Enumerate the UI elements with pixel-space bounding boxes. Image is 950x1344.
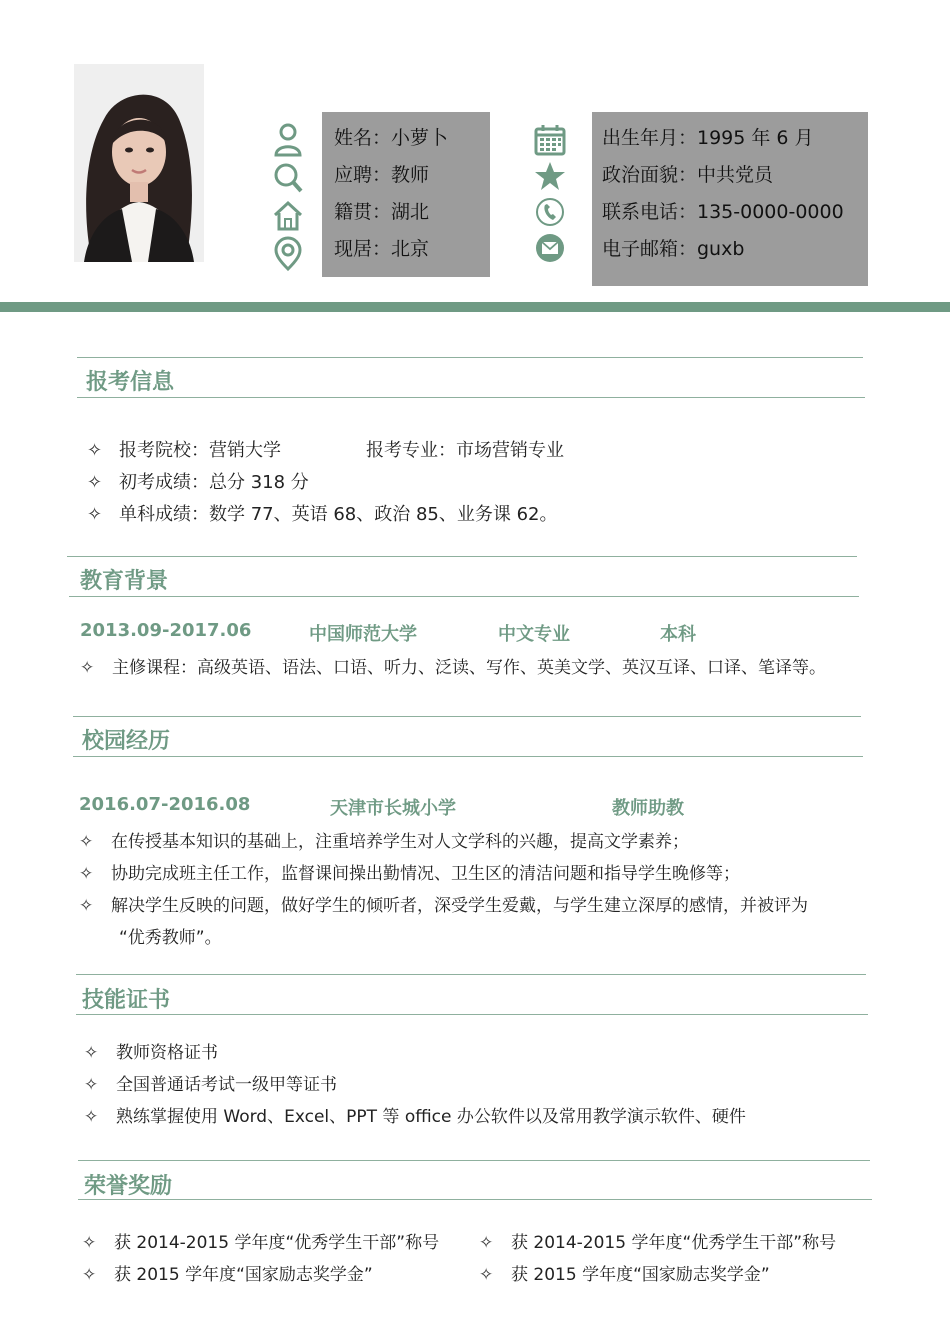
bullet-icon: ✧ xyxy=(79,896,94,916)
section-bottom-line xyxy=(76,1014,868,1015)
location-icon xyxy=(271,236,305,272)
basic-info-right-box xyxy=(592,112,868,286)
list-item: ✧ 获 2015 学年度“国家励志奖学金” xyxy=(479,1265,770,1285)
education-degree: 本科 xyxy=(660,624,696,645)
portrait-image xyxy=(74,64,204,262)
phone-icon xyxy=(533,195,567,230)
list-item: ✧ 协助完成班主任工作，监督课间操出勤情况、卫生区的清洁问题和指导学生晚修等； xyxy=(79,864,740,884)
section-top-line xyxy=(77,357,863,358)
list-item: ✧ 初考成绩：总分 318 分 xyxy=(87,472,309,493)
exam-row-target xyxy=(87,436,281,462)
bullet-icon: ✧ xyxy=(87,440,103,461)
campus-period: 2016.07-2016.08 xyxy=(79,794,251,815)
right-icon-column xyxy=(533,123,567,266)
campus-role: 教师助教 xyxy=(612,798,684,819)
person-icon xyxy=(271,122,305,158)
list-item: ✧ 获 2014-2015 学年度“优秀学生干部”称号 xyxy=(479,1233,837,1253)
bullet-icon: ✧ xyxy=(80,658,95,678)
education-major: 中文专业 xyxy=(498,624,570,645)
list-item: ✧ 获 2014-2015 学年度“优秀学生干部”称号 xyxy=(82,1233,440,1253)
left-icon-column xyxy=(271,122,305,272)
profile-photo xyxy=(74,64,204,262)
political-status-field: 政治面貌：中共党员 xyxy=(602,164,774,186)
email-field: 电子邮箱：guxb xyxy=(602,238,745,260)
bullet-icon: ✧ xyxy=(84,1043,99,1063)
list-item: ✧ 单科成绩：数学 77、英语 68、政治 85、业务课 62。 xyxy=(87,504,558,525)
home-icon xyxy=(271,198,305,234)
campus-org: 天津市长城小学 xyxy=(330,798,456,819)
section-bottom-line xyxy=(73,756,863,757)
header-divider-band xyxy=(0,302,950,312)
section-top-line xyxy=(73,716,861,717)
bullet-icon: ✧ xyxy=(479,1233,494,1253)
star-icon xyxy=(533,159,567,194)
bullet-icon: ✧ xyxy=(84,1107,99,1127)
name-field: 姓名：小萝卜 xyxy=(334,127,449,149)
list-item: ✧ 教师资格证书 xyxy=(84,1043,218,1063)
section-top-line xyxy=(78,1160,870,1161)
bullet-icon: ✧ xyxy=(87,504,103,525)
basic-info-left-box xyxy=(322,112,490,277)
section-title-skills: 技能证书 xyxy=(82,988,171,1013)
section-title-honors: 荣誉奖励 xyxy=(84,1174,173,1199)
list-item-continuation: “优秀教师”。 xyxy=(119,928,222,948)
section-bottom-line xyxy=(77,397,865,398)
section-title-campus: 校园经历 xyxy=(82,729,171,754)
education-school: 中国师范大学 xyxy=(309,624,417,645)
list-item: ✧ 全国普通话考试一级甲等证书 xyxy=(84,1075,337,1095)
bullet-icon: ✧ xyxy=(87,472,103,493)
section-title-education: 教育背景 xyxy=(80,569,169,594)
section-top-line xyxy=(67,556,857,557)
list-item: ✧ 熟练掌握使用 Word、Excel、PPT 等 office 办公软件以及常用教学演示软件、硬件 xyxy=(84,1107,746,1127)
section-bottom-line xyxy=(78,1199,872,1200)
bullet-icon: ✧ xyxy=(82,1233,97,1253)
list-item: ✧ 主修课程：高级英语、语法、口语、听力、泛读、写作、英美文学、英汉互译、口译、笔译等。 xyxy=(80,658,826,678)
list-item: ✧ 解决学生反映的问题，做好学生的倾听者，深受学生爱戴，与学生建立深厚的感情，并被评为 xyxy=(79,896,808,916)
phone-field: 联系电话：135-0000-0000 xyxy=(602,201,844,223)
residence-field: 现居：北京 xyxy=(334,238,430,260)
position-field: 应聘：教师 xyxy=(334,164,430,186)
list-item: ✧ 在传授基本知识的基础上，注重培养学生对人文学科的兴趣，提高文学素养； xyxy=(79,832,689,852)
bullet-icon: ✧ xyxy=(479,1265,494,1285)
hometown-field: 籍贯：湖北 xyxy=(334,201,430,223)
bullet-icon: ✧ xyxy=(79,832,94,852)
mail-icon xyxy=(533,231,567,266)
exam-school: 报考院校：营销大学 xyxy=(119,440,281,461)
search-icon xyxy=(271,160,305,196)
section-bottom-line xyxy=(69,596,859,597)
bullet-icon: ✧ xyxy=(82,1265,97,1285)
exam-major: 报考专业：市场营销专业 xyxy=(366,440,564,461)
section-title-exam: 报考信息 xyxy=(86,370,175,395)
bullet-icon: ✧ xyxy=(79,864,94,884)
list-item: ✧ 获 2015 学年度“国家励志奖学金” xyxy=(82,1265,373,1285)
calendar-icon xyxy=(533,123,567,158)
bullet-icon: ✧ xyxy=(84,1075,99,1095)
birth-field: 出生年月：1995 年 6 月 xyxy=(602,127,814,149)
section-top-line xyxy=(76,974,866,975)
education-period: 2013.09-2017.06 xyxy=(80,620,252,641)
